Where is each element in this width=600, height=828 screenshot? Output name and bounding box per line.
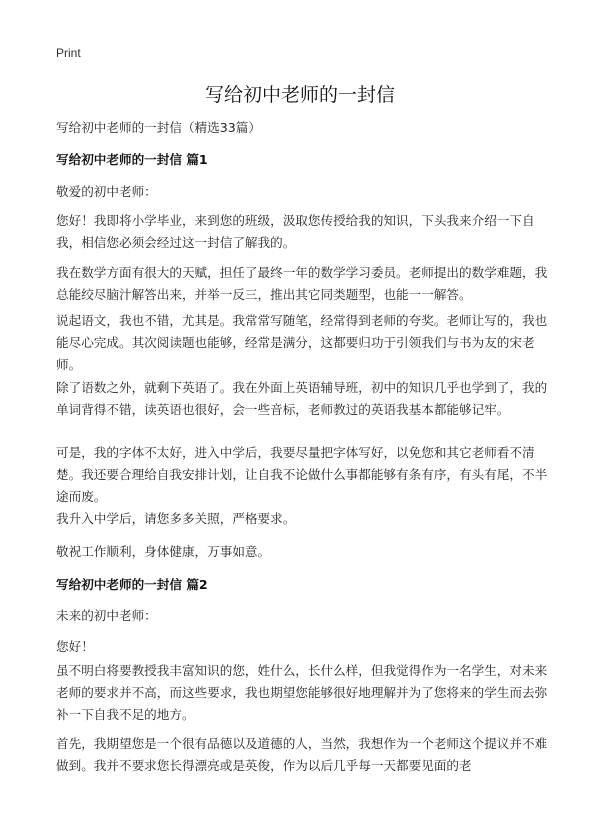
section-heading-2: 写给初中老师的一封信 篇2: [56, 577, 208, 592]
document-subtitle: 写给初中老师的一封信（精选33篇）: [56, 120, 261, 135]
paragraph-7: 敬祝工作顺利，身体健康，万事如意。: [56, 544, 271, 559]
paragraph-3: 说起语文，我也不错，尤其是。我常常写随笔，经常得到老师的夸奖。老师让写的，我也能尽心完成。其次阅读题也能够，经常是满分，这都要归功于引领我们与书为友的宋老师。: [56, 313, 548, 372]
paragraph-6: 我升入中学后，请您多多关照，严格要求。: [56, 511, 296, 526]
paragraph-2: 我在数学方面有很大的天赋，担任了最终一年的数学学习委员。老师提出的数学难题，我总能绞尽脑汁解答出来，并举一反三，推出其它同类题型，也能一一解答。: [56, 265, 548, 302]
paragraph-10: 首先，我期望您是一个很有品德以及道德的人，当然，我想作为一个老师这个提议并不难做到。我并不要求您长得漂亮或是英俊，作为以后几乎每一天都要见面的老: [56, 736, 548, 773]
section-heading-1: 写给初中老师的一封信 篇1: [56, 152, 208, 167]
paragraph-5: 可是，我的字体不太好，进入中学后，我要尽量把字体写好，以免您和其它老师看不清楚。我还要合理给自我安排计划，让自我不论做什么事都能够有条有序，有头有尾，不半途而废。: [56, 445, 548, 504]
page-title: 写给初中老师的一封信: [204, 84, 395, 106]
greeting-1: 敬爱的初中老师：: [56, 184, 157, 199]
paragraph-8: 您好！: [56, 639, 94, 654]
print-link[interactable]: Print: [56, 46, 81, 60]
paragraph-4: 除了语数之外，就剩下英语了。我在外面上英语辅导班，初中的知识几乎也学到了，我的单词背得不错，读英语也很好，会一些音标，老师教过的英语我基本都能够记牢。: [56, 380, 548, 417]
greeting-2: 未来的初中老师：: [56, 608, 157, 623]
paragraph-9: 虽不明白将要教授我丰富知识的您，姓什么，长什么样，但我觉得作为一名学生，对未来老师的要求并不高，而这些要求，我也期望您能够很好地理解并为了您将来的学生而去弥补一下自我不足的地方。: [56, 663, 548, 722]
page-bottom-margin: [0, 780, 600, 828]
paragraph-1: 您好！我即将小学毕业，来到您的班级，汲取您传授给我的知识，下头我来介绍一下自我，相信您必须会经过这一封信了解我的。: [56, 213, 535, 250]
